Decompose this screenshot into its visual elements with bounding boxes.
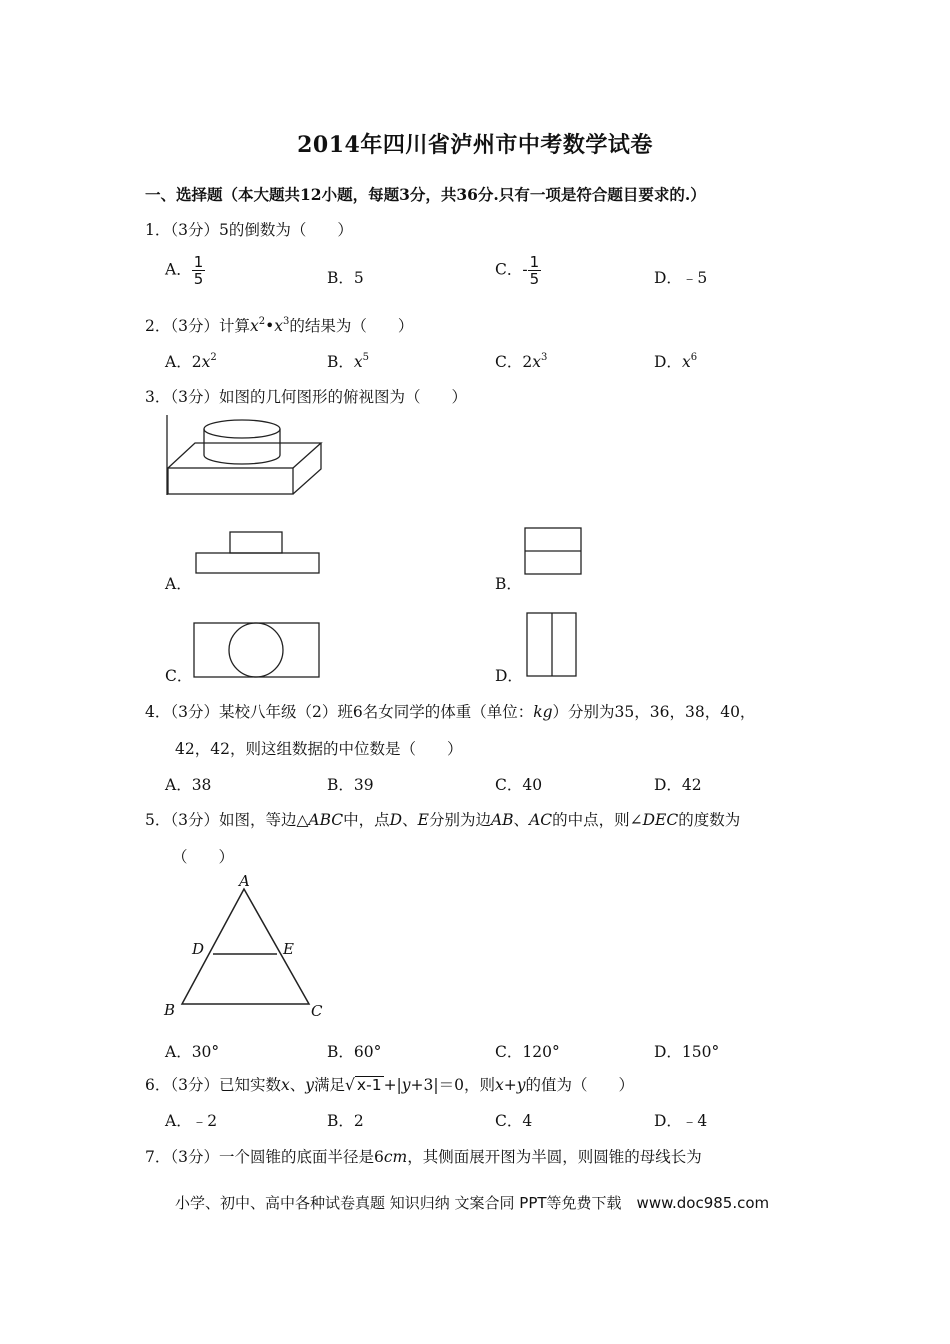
vertex-label-b: B xyxy=(164,1001,176,1019)
q3-option-a-figure xyxy=(195,531,321,575)
q6-option-b: B．2 xyxy=(327,1112,364,1130)
section-heading: 一、选择题（本大题共12小题，每题3分，共36分.只有一项是符合题目要求的.） xyxy=(145,185,706,204)
vertex-label-d: D xyxy=(192,940,205,958)
fraction: $\frac{1}{5}$ xyxy=(529,253,540,288)
q1-option-d: D．﹣5 xyxy=(654,269,708,287)
q6-option-d: D．﹣4 xyxy=(654,1112,708,1130)
q3-option-c-figure xyxy=(193,622,321,680)
radical-sign: √ xyxy=(345,1076,355,1094)
radicand: x-1 xyxy=(356,1076,382,1094)
q4-stem-line1: 4．（3分）某校八年级（2）班6名女同学的体重（单位：kg）分别为35，36，38，40， xyxy=(145,703,756,721)
option-label: A． xyxy=(165,260,192,279)
q3-option-a: A． xyxy=(165,575,192,593)
q3-solid-figure xyxy=(164,415,334,500)
q6-option-c: C．4 xyxy=(495,1112,533,1130)
q1-option-b: B．5 xyxy=(327,269,364,287)
page-footer: 小学、初中、高中各种试卷真题 知识归纳 文案合同 PPT等免费下载 www.doc985.com xyxy=(175,1194,770,1212)
q3-option-d-figure xyxy=(526,612,578,678)
q5-option-a: A．30° xyxy=(165,1043,220,1061)
q6-option-a: A．﹣2 xyxy=(165,1112,218,1130)
q5-stem-line2: （ ） xyxy=(172,848,235,866)
q4-option-b: B．39 xyxy=(327,776,374,794)
q3-option-b-figure xyxy=(524,527,584,577)
q3-option-c: C． xyxy=(165,667,193,685)
q4-option-c: C．40 xyxy=(495,776,543,794)
vertex-label-c: C xyxy=(311,1002,323,1020)
q5-option-c: C．120° xyxy=(495,1043,560,1061)
q2-option-d: D．$x^6$ xyxy=(654,352,698,371)
q2-option-c: C．$2x^3$ xyxy=(495,352,548,371)
q5-triangle-figure xyxy=(160,872,335,1024)
fraction: $\frac{1}{5}$ xyxy=(193,253,204,288)
q7-stem: 7．（3分）一个圆锥的底面半径是6cm，其侧面展开图为半圆，则圆锥的母线长为 xyxy=(145,1148,702,1166)
q1-option-a xyxy=(165,254,205,287)
q5-stem-line1: 5．（3分）如图，等边△ABC中，点D、E分别为边AB、AC的中点，则∠DEC的度数为 xyxy=(145,811,741,829)
page-title: 2014年四川省泸州市中考数学试卷 xyxy=(297,132,653,158)
q1-option-c: C．- $\frac{1}{5}$ xyxy=(495,253,540,288)
q4-option-a: A．38 xyxy=(165,776,212,794)
q5-option-b: B．60° xyxy=(327,1043,382,1061)
q4-option-d: D．42 xyxy=(654,776,702,794)
q2-stem: 2．（3分）计算$x^2•x^3$的结果为（ ） xyxy=(145,316,414,335)
q2-option-a: A．$2x^2$ xyxy=(165,352,217,371)
vertex-label-a: A xyxy=(239,872,250,890)
q4-stem-line2: 42，42，则这组数据的中位数是（ ） xyxy=(175,740,463,758)
q2-option-b: B．$x^5$ xyxy=(327,352,370,371)
q3-stem: 3．（3分）如图的几何图形的俯视图为（ ） xyxy=(145,388,467,406)
vertex-label-e: E xyxy=(283,940,294,958)
q1-stem: 1．（3分）5的倒数为（ ） xyxy=(145,221,353,239)
q3-option-b: B． xyxy=(495,575,522,593)
q5-option-d: D．150° xyxy=(654,1043,720,1061)
q6-stem: 6．（3分）已知实数x、y满足√ x-1 +|y+3|＝0，则x+y的值为（ ） xyxy=(145,1076,635,1094)
q3-option-d: D． xyxy=(495,667,523,685)
option-label: C． xyxy=(495,260,523,279)
